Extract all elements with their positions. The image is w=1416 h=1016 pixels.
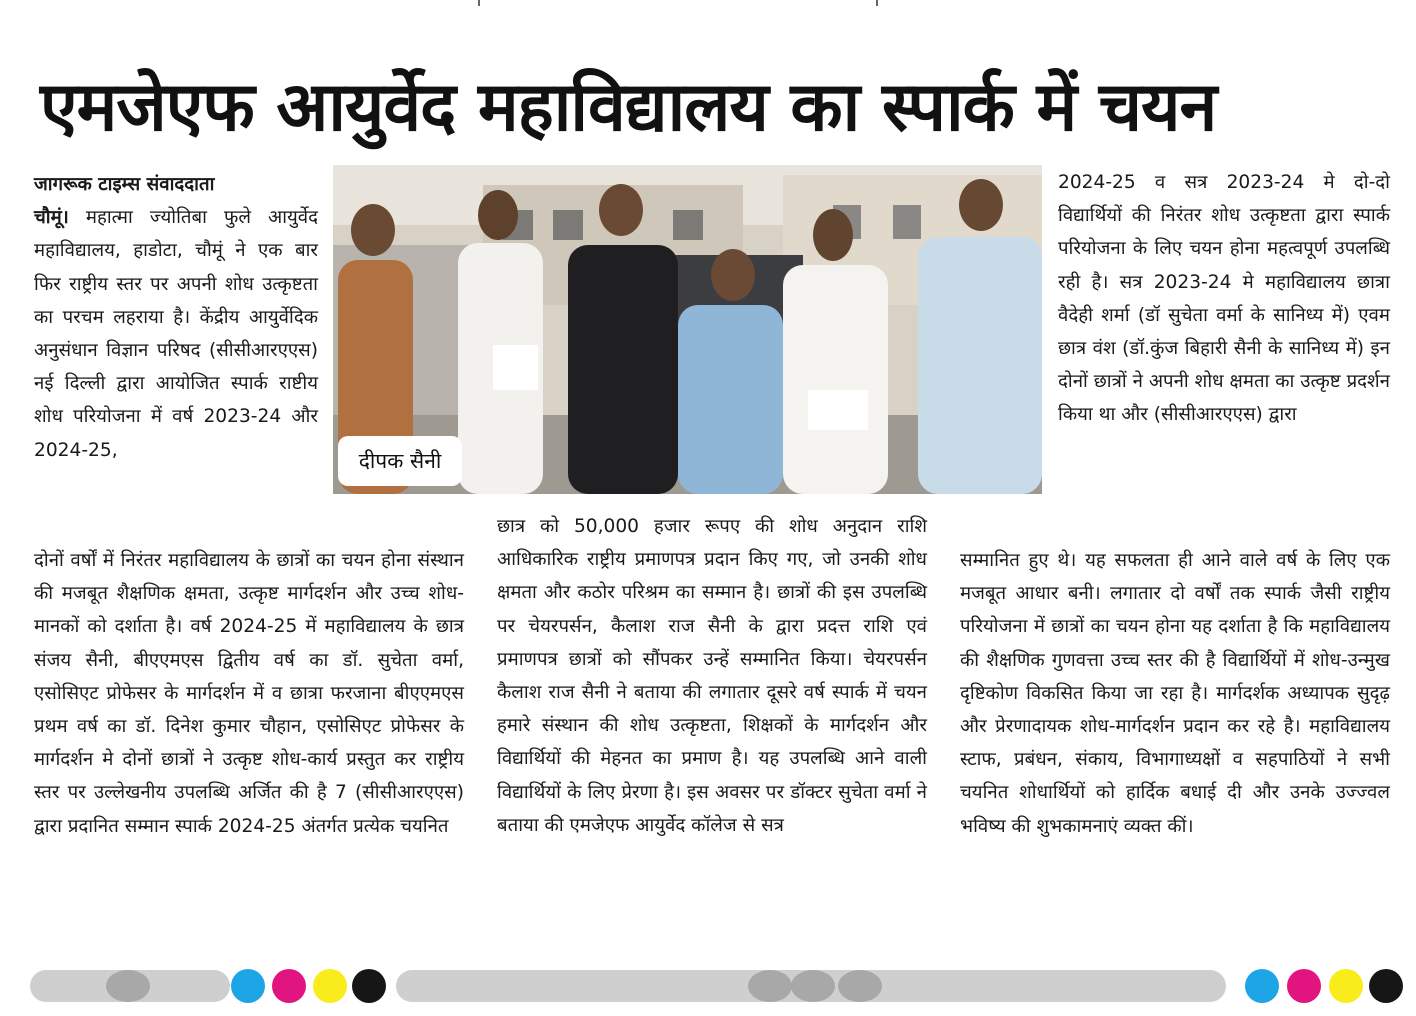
article-text-col3-top: 2024-25 व सत्र 2023-24 मे दो-दो विद्यार्थियों की निरंतर शोध उत्कृष्टता द्वारा स्पार्क परियोजना के लिए चयन होना महत्वपूर्ण उपलब्धि रही है। सत्र 2023-24 मे महाविद्यालय छात्रा वैदेही शर्मा (डॉ सुचेता वर्मा के सानिध्य में) एवम छात्र वंश (डॉ.कुंज बिहारी सैनी के सानिध्य में) इन दोनों छात्रों ने अपनी शोध क्षमता का उत्कृष्ट प्रदर्शन किया था और (सीसीआरएएस) द्वारा [1058, 172, 1390, 426]
column-3-top [1058, 166, 1390, 432]
black-dot [352, 969, 386, 1003]
gray-dot [748, 970, 792, 1002]
register-tick [478, 0, 480, 6]
byline: जागरूक टाइम्स संवाददाता [34, 174, 215, 195]
black-dot [1369, 969, 1403, 1003]
headline: एमजेएफ आयुर्वेद महाविद्यालय का स्पार्क में चयन [40, 68, 1217, 147]
column-3-bottom [960, 544, 1390, 843]
article-text-col2: छात्र को 50,000 हजार रूपए की शोध अनुदान राशि आधिकारिक राष्ट्रीय प्रमाणपत्र प्रदान किए गए, जो उनकी शोध क्षमता और कठोर परिश्रम का सम्मान है। छात्रों की इस उपलब्धि पर चेयरपर्सन, कैलाश राज सैनी के द्वारा प्रदत्त राशि एवं प्रमाणपत्र छात्रों को सौंपकर उन्हें सम्मानित किया। चेयरपर्सन कैलाश राज सैनी ने बताया की लगातार दूसरे वर्ष स्पार्क में चयन हमारे संस्थान की शोध उत्कृष्टता, शिक्षकों के मार्गदर्शन और विद्यार्थियों की मेहनत का प्रमाण है। यह उपलब्धि आने वाली विद्यार्थियों के लिए प्रेरणा है। इस अवसर पर डॉक्टर सुचेता वर्मा ने बताया की एमजेएफ आयुर्वेद कॉलेज से सत्र [497, 516, 927, 836]
cyan-dot [231, 969, 265, 1003]
dateline-place: चौमूं। [34, 207, 69, 229]
magenta-dot [272, 969, 306, 1003]
column-1-bottom [34, 544, 464, 843]
magenta-dot [1287, 969, 1321, 1003]
column-1-top [34, 168, 318, 467]
gray-dot [838, 970, 882, 1002]
print-color-bar [0, 962, 1416, 1016]
gray-dot [791, 970, 835, 1002]
article-text-col1-bottom: दोनों वर्षों में निरंतर महाविद्यालय के छात्रों का चयन होना संस्थान की मजबूत शैक्षणिक क्षमता, उत्कृष्ट मार्गदर्शन और उच्च शोध-मानकों को दर्शाता है। वर्ष 2024-25 में महाविद्यालय के छात्र संजय सैनी, बीएएमएस द्वितीय वर्ष का डॉ. सुचेता वर्मा, एसोसिएट प्रोफेसर के मार्गदर्शन में व छात्रा फरजाना बीएएमएस प्रथम वर्ष का डॉ. दिनेश कुमार चौहान, एसोसिएट प्रोफेसर के मार्गदर्शन मे दोनों छात्रों ने उत्कृष्ट शोध-कार्य प्रस्तुत कर राष्ट्रीय स्तर पर उल्लेखनीय उपलब्धि अर्जित की है 7 (सीसीआरएएस) द्वारा प्रदानित सम्मान स्पार्क 2024-25 अंतर्गत प्रत्येक चयनित [34, 550, 464, 837]
cyan-dot [1245, 969, 1279, 1003]
register-tick [876, 0, 878, 6]
column-2 [497, 510, 927, 842]
top-rule [0, 0, 1416, 8]
article-text-col1-top: महात्मा ज्योतिबा फुले आयुर्वेद महाविद्यालय, हाडोटा, चौमूं ने एक बार फिर राष्ट्रीय स्तर पर अपनी शोध उत्कृष्टता का परचम लहराया है। केंद्रीय आयुर्वेदिक अनुसंधान विज्ञान परिषद (सीसीआरएएस) नई दिल्ली द्वारा आयोजित स्पार्क राष्टीय शोध परियोजना में वर्ष 2023-24 और 2024-25, [34, 207, 318, 461]
article-text-col3-bottom: सम्मानित हुए थे। यह सफलता ही आने वाले वर्ष के लिए एक मजबूत आधार बनी। लगातार दो वर्षों तक स्पार्क जैसी राष्ट्रीय परियोजना में छात्रों का चयन होना यह दर्शाता है कि महाविद्यालय की शैक्षणिक गुणवत्ता उच्च स्तर की है विद्यार्थियों में शोध-उन्मुख दृष्टिकोण विकसित किया जा रहा है। मार्गदर्शक अध्यापक सुदृढ़ और प्रेरणादायक शोध-मार्गदर्शन प्रदान कर रहे है। महाविद्यालय स्टाफ, प्रबंधन, संकाय, विभागाध्यक्षों व सहपाठियों ने सभी चयनित शोधार्थियों को हार्दिक बधाई दी और उनके उज्ज्वल भविष्य की शुभकामनाएं व्यक्त कीं। [960, 550, 1390, 837]
gray-dot [106, 970, 150, 1002]
yellow-dot [1329, 969, 1363, 1003]
photo-credit: दीपक सैनी [338, 436, 462, 486]
yellow-dot [313, 969, 347, 1003]
